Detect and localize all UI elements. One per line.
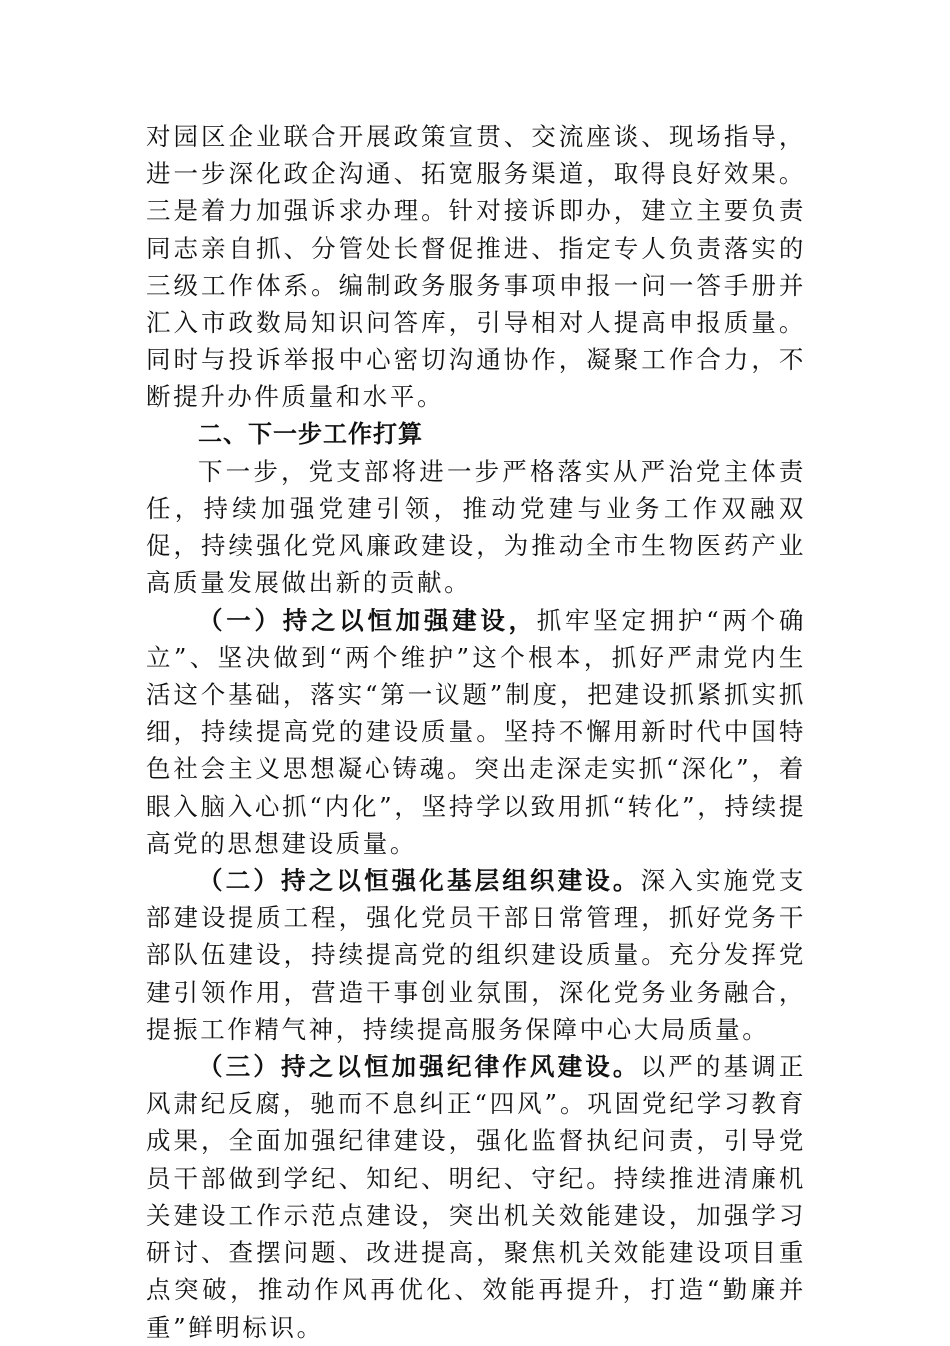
section-heading: 二、下一步工作打算 bbox=[198, 419, 423, 448]
item-text-2: 深入实施党支部建设提质工程，强化党员干部日常管理，抓好党务干部队伍建设，持续提高党的组织建设质量。充分发挥党建引领作用，营造干事创业氛围，深化党务业务融合，提振工作精气神，持续提高服务保障中心大局质量。 bbox=[146, 866, 806, 1044]
item-lead-3: （三）持之以恒加强纪律作风建设。 bbox=[198, 1052, 641, 1082]
item-paragraph-3 bbox=[146, 1048, 806, 1346]
intro-paragraph bbox=[146, 453, 806, 602]
item-text-1: 抓牢坚定拥护“两个确立”、坚决做到“两个维护”这个根本，抓好严肃党内生活这个基础，落实“第一议题”制度，把建设抓紧抓实抓细，持续提高党的建设质量。坚持不懈用新时代中国特色社会主义思想凝心铸魂。突出走深走实抓“深化”，着眼入脑入心抓“内化”，坚持学以致用抓“转化”，持续提高党的思想建设质量。 bbox=[146, 605, 806, 858]
item-lead-2: （二）持之以恒强化基层组织建设。 bbox=[198, 866, 641, 896]
intro-text: 下一步，党支部将进一步严格落实从严治党主体责任，持续加强党建引领，推动党建与业务工作双融双促，持续强化党风廉政建设，为推动全市生物医药产业高质量发展做出新的贡献。 bbox=[146, 456, 806, 598]
continuation-paragraph bbox=[146, 118, 806, 416]
document-body bbox=[146, 118, 806, 1346]
item-lead-1: （一）持之以恒加强建设， bbox=[198, 605, 537, 635]
continuation-text: 对园区企业联合开展政策宣贯、交流座谈、现场指导，进一步深化政企沟通、拓宽服务渠道，取得良好效果。三是着力加强诉求办理。针对接诉即办，建立主要负责同志亲自抓、分管处长督促推进、指定专人负责落实的三级工作体系。编制政务服务事项申报一问一答手册并汇入市政数局知识问答库，引导相对人提高申报质量。同时与投诉举报中心密切沟通协作，凝聚工作合力，不断提升办件质量和水平。 bbox=[146, 122, 806, 412]
item-text-3: 以严的基调正风肃纪反腐，驰而不息纠正“四风”。巩固党纪学习教育成果，全面加强纪律建设，强化监督执纪问责，引导党员干部做到学纪、知纪、明纪、守纪。持续推进清廉机关建设工作示范点建设，突出机关效能建设，加强学习研讨、查摆问题、改进提高，聚焦机关效能建设项目重点突破，推动作风再优化、效能再提升，打造“勤廉并重”鲜明标识。 bbox=[146, 1052, 806, 1342]
item-paragraph-1 bbox=[146, 602, 806, 862]
item-paragraph-2 bbox=[146, 862, 806, 1048]
